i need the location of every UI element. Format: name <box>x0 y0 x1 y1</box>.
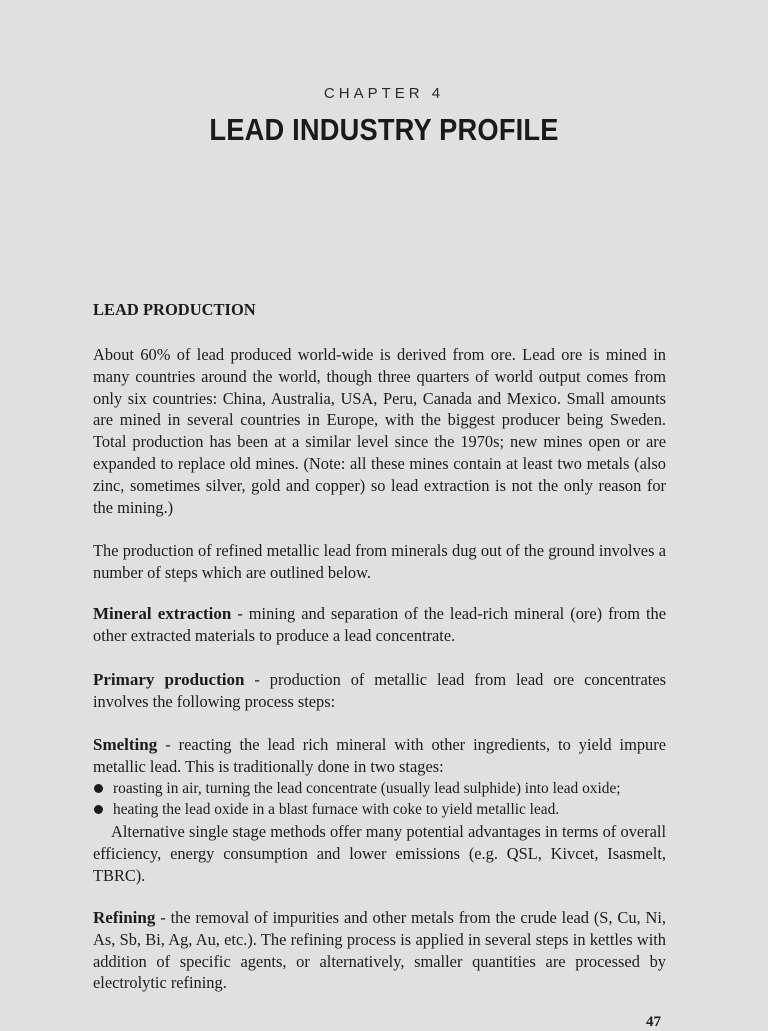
primary-production-text: - production of metallic lead from lead ore concentrates involves the following process steps: <box>93 670 666 711</box>
page-number: 47 <box>646 1014 661 1030</box>
mineral-extraction-text: - mining and separation of the lead-rich mineral (ore) from the other extracted materials to produce a lead concentrate. <box>93 604 666 645</box>
refining-text: - the removal of impurities and other metals from the crude lead (S, Cu, Ni, As, Sb, Bi, Ag, Au, etc.). The refining process is applied in several steps in kettles with addition of specific agents, or alternatively, smaller quantities are processed by electrolytic refining. <box>93 908 666 993</box>
bullet-text: roasting in air, turning the lead concentrate (usually lead sulphide) into lead oxide; <box>113 779 621 797</box>
mineral-extraction-paragraph <box>93 603 666 647</box>
steps-intro-paragraph <box>93 540 666 584</box>
smelting-text: - reacting the lead rich mineral with other ingredients, to yield impure metallic lead. This is traditionally done in two stages: <box>93 735 666 776</box>
smelting-paragraph <box>93 734 666 887</box>
section-heading: LEAD PRODUCTION <box>93 300 256 319</box>
intro-text: About 60% of lead produced world-wide is derived from ore. Lead ore is mined in many countries around the world, though three quarters of world output comes from only six countries: China, Australia, USA, Peru, Canada and Mexico. Small amounts are mined in several countries in Europe, with the biggest producer being Sweden. Total production has been at a similar level since the 1970s; new mines open or are expanded to replace old mines. (Note: all these mines contain at least two metals (also zinc, sometimes silver, gold and copper) so lead extraction is not the only reason for the mining.) <box>93 345 666 517</box>
bullet-icon <box>94 784 103 793</box>
primary-production-term: Primary production <box>93 670 245 689</box>
smelting-bullet-list <box>93 778 666 822</box>
chapter-label: CHAPTER 4 <box>323 85 445 102</box>
bullet-icon <box>94 805 103 814</box>
bullet-text: heating the lead oxide in a blast furnace with coke to yield metallic lead. <box>113 801 560 819</box>
list-item <box>93 799 666 821</box>
chapter-title: LEAD INDUSTRY PROFILE <box>209 112 559 147</box>
refining-paragraph <box>93 907 666 994</box>
smelting-alternative-text: Alternative single stage methods offer many potential advantages in terms of overall efficiency, energy consumption and lower emissions (e.g. QSL, Kivcet, Isasmelt, TBRC). <box>93 822 666 885</box>
intro-paragraph <box>93 344 666 518</box>
primary-production-paragraph <box>93 669 666 713</box>
mineral-extraction-term: Mineral extraction <box>93 604 232 623</box>
refining-term: Refining <box>93 908 156 927</box>
steps-intro-text: The production of refined metallic lead from minerals dug out of the ground involves a number of steps which are outlined below. <box>93 541 666 582</box>
list-item <box>93 778 666 800</box>
smelting-term: Smelting <box>93 735 158 754</box>
